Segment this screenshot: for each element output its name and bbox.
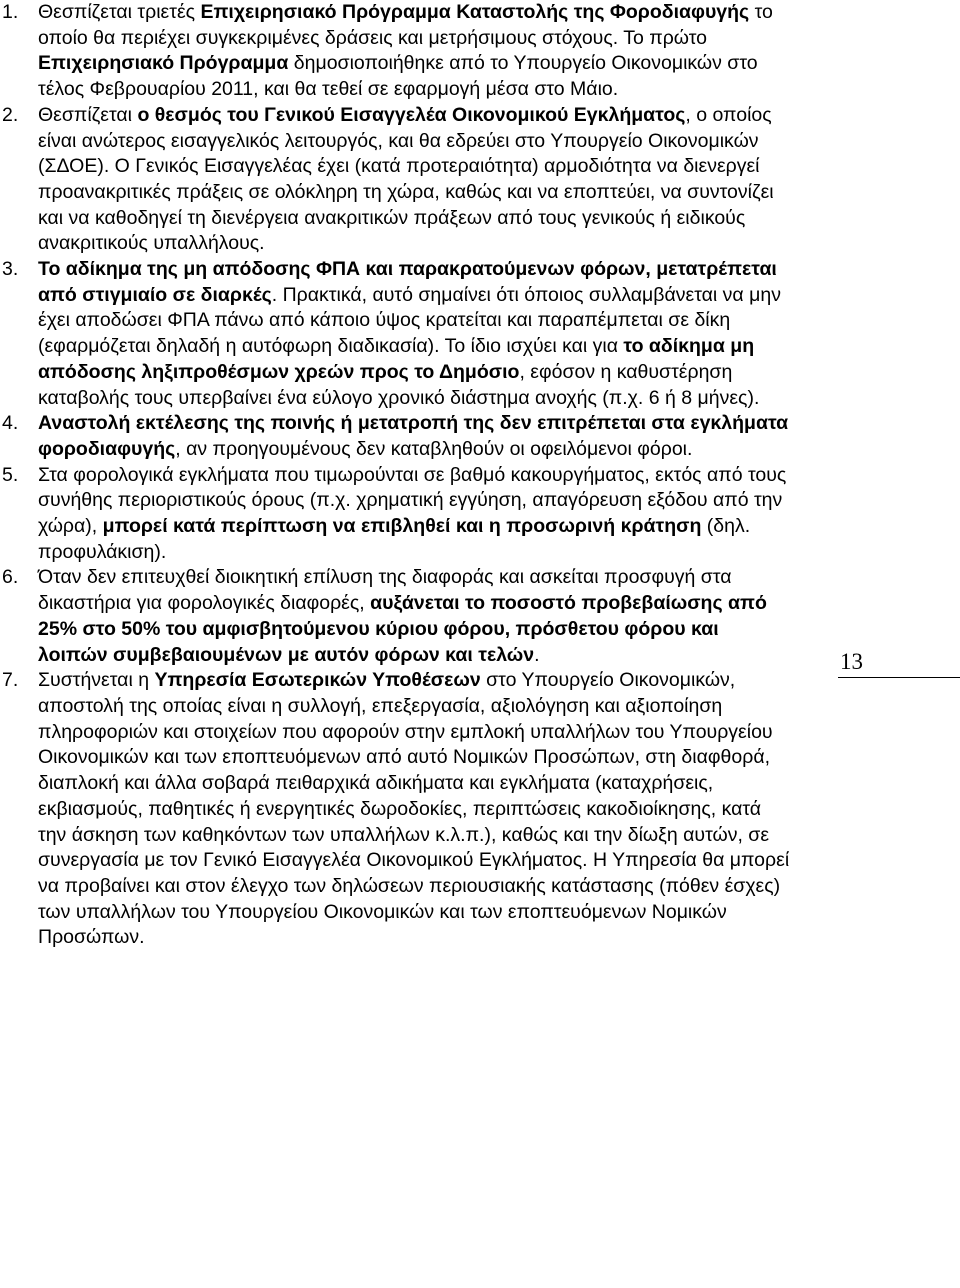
text-segment: Στα φορολογικά εγκλήματα που τιμωρούνται σε βαθμό κακουργήματος, εκτός από τους συνήθης περιοριστικούς όρους (π.χ. χρηματική εγγύηση, απαγόρευση εξόδου από την χώρα), — [38, 463, 787, 538]
list-item-text — [38, 463, 790, 566]
bold-text-segment: μπορεί κατά περίπτωση να επιβληθεί και η προσωρινή κράτηση — [102, 515, 702, 538]
list-item-text — [38, 103, 790, 257]
list-item-number: 7. — [2, 669, 19, 692]
list-item-number: 1. — [2, 1, 19, 23]
bold-text-segment: αυξάνεται το ποσοστό προβεβαίωσης από 25% στο 50% του αμφισβητούμενου κύριου φόρου, πρόσθετου φόρου και λοιπών συμβεβαιουμένων με αυτόν φόρων και τελών — [38, 592, 767, 666]
page-number: 13 — [838, 649, 960, 678]
bold-text-segment: Επιχειρησιακό Πρόγραμμα — [38, 52, 289, 75]
list-item-text — [38, 668, 790, 951]
list-item — [0, 565, 790, 668]
list-item — [0, 463, 790, 566]
list-item-text — [38, 257, 790, 411]
text-segment: Θεσπίζεται — [38, 103, 138, 126]
list-item — [0, 257, 790, 411]
bold-text-segment: Υπηρεσία Εσωτερικών Υποθέσεων — [154, 669, 481, 692]
text-segment: , ο οποίος είναι ανώτερος εισαγγελικός λειτουργός, και θα εδρεύει στο Υπουργείο Οικονομικών (ΣΔΟΕ). Ο Γενικός Εισαγγελέας έχει (κατά προτεραιότητα) αρμοδιότητα να διενεργεί προανακριτικές πράξεις σε ολόκληρη τη χώρα, καθώς και να εποπτεύει, να συντονίζει και να καθοδηγεί τη διενέργεια ανακριτικών πράξεων από τους γενικούς ή ειδικούς ανακριτικούς υπαλλήλους. — [38, 103, 774, 255]
list-item-text — [38, 411, 790, 462]
text-segment: . — [534, 643, 540, 666]
text-segment: , εφόσον η καθυστέρηση καταβολής τους υπερβαίνει ένα εύλογο χρονικό διάστημα ανοχής (π.χ. 6 ή 8 μήνες). — [38, 360, 760, 409]
text-segment: στο Υπουργείο Οικονομικών, αποστολή της οποίας είναι η συλλογή, επεξεργασία, αξιολόγηση και αξιοποίηση πληροφοριών και στοιχείων που αφορούν στην εμπλοκή υπαλλήλων του Υπουργείου Οικονομικών και των εποπτευόμενων από αυτό Νομικών Προσώπων, στη διαφθορά, διαπλοκή και άλλα σοβαρά πειθαρχικά αδικήματα και εγκλήματα (καταχρήσεις, εκβιασμούς, παθητικές ή ενεργητικές δωροδοκίες, περιπτώσεις κακοδιοίκησης, κατά την άσκηση των καθηκόντων των υπαλλήλων κ.λ.π.), καθώς και την δίωξη αυτών, σε συνεργασία με τον Γενικό Εισαγγελέα Οικονομικού Εγκλήματος. Η Υπηρεσία θα μπορεί να προβαίνει και στον έλεγχο των δηλώσεων περιουσιακής κατάστασης (πόθεν έσχες) των υπαλλήλων του Υπουργείου Οικονομικών και των εποπτευόμενων Νομικών Προσώπων. — [38, 669, 790, 949]
text-segment: , αν προηγουμένους δεν καταβληθούν οι οφειλόμενοι φόροι. — [175, 437, 693, 460]
list-item-number: 5. — [2, 463, 19, 486]
list-item-text — [38, 0, 790, 103]
list-item — [0, 0, 790, 103]
bold-text-segment: Επιχειρησιακό Πρόγραμμα Καταστολής της Φοροδιαφυγής — [200, 1, 750, 23]
list-item-number: 4. — [2, 412, 19, 435]
bold-text-segment: Το αδίκημα της μη απόδοσης ΦΠΑ και παρακρατούμενων φόρων, μετατρέπεται από στιγμιαίο σε διαρκές — [38, 258, 777, 306]
bold-text-segment: Αναστολή εκτέλεσης της ποινής ή μετατροπή της δεν επιτρέπεται στα εγκλήματα φοροδιαφυγής — [38, 412, 789, 460]
list-item-number: 6. — [2, 566, 19, 589]
text-segment: Όταν δεν επιτευχθεί διοικητική επίλυση της διαφοράς και ασκείται προσφυγή στα δικαστήρια για φορολογικές διαφορές, — [38, 566, 732, 615]
text-segment: δημοσιοποιήθηκε από το Υπουργείο Οικονομικών στο τέλος Φεβρουαρίου 2011, και θα τεθεί σε εφαρμογή μέσα στο Μάιο. — [38, 52, 758, 101]
list-item — [0, 103, 790, 257]
text-segment: . Πρακτικά, αυτό σημαίνει ότι όποιος συλλαμβάνεται να μην έχει αποδώσει ΦΠΑ πάνω από κάποιο ύψος κρατείται και παραπέμπεται σε δίκη (εφαρμόζεται δηλαδή η αυτόφωρη διαδικασία). Το ίδιο ισχύει και για — [38, 283, 781, 358]
list-item — [0, 411, 790, 462]
text-segment: Θεσπίζεται τριετές — [38, 1, 201, 23]
bold-text-segment: το αδίκημα μη απόδοσης ληξιπροθέσμων χρεών προς το Δημόσιο — [38, 335, 755, 383]
text-segment: Συστήνεται η — [38, 669, 155, 692]
list-item-number: 2. — [2, 103, 19, 126]
text-segment: (δηλ. προφυλάκιση). — [38, 515, 751, 563]
text-segment: το οποίο θα περιέχει συγκεκριμένες δράσεις και μετρήσιμους στόχους. Το πρώτο — [38, 1, 773, 49]
list-item-text — [38, 565, 790, 668]
bold-text-segment: ο θεσμός του Γενικού Εισαγγελέα Οικονομικού Εγκλήματος — [137, 103, 686, 126]
list-item — [0, 668, 790, 951]
list-item-number: 3. — [2, 258, 19, 281]
